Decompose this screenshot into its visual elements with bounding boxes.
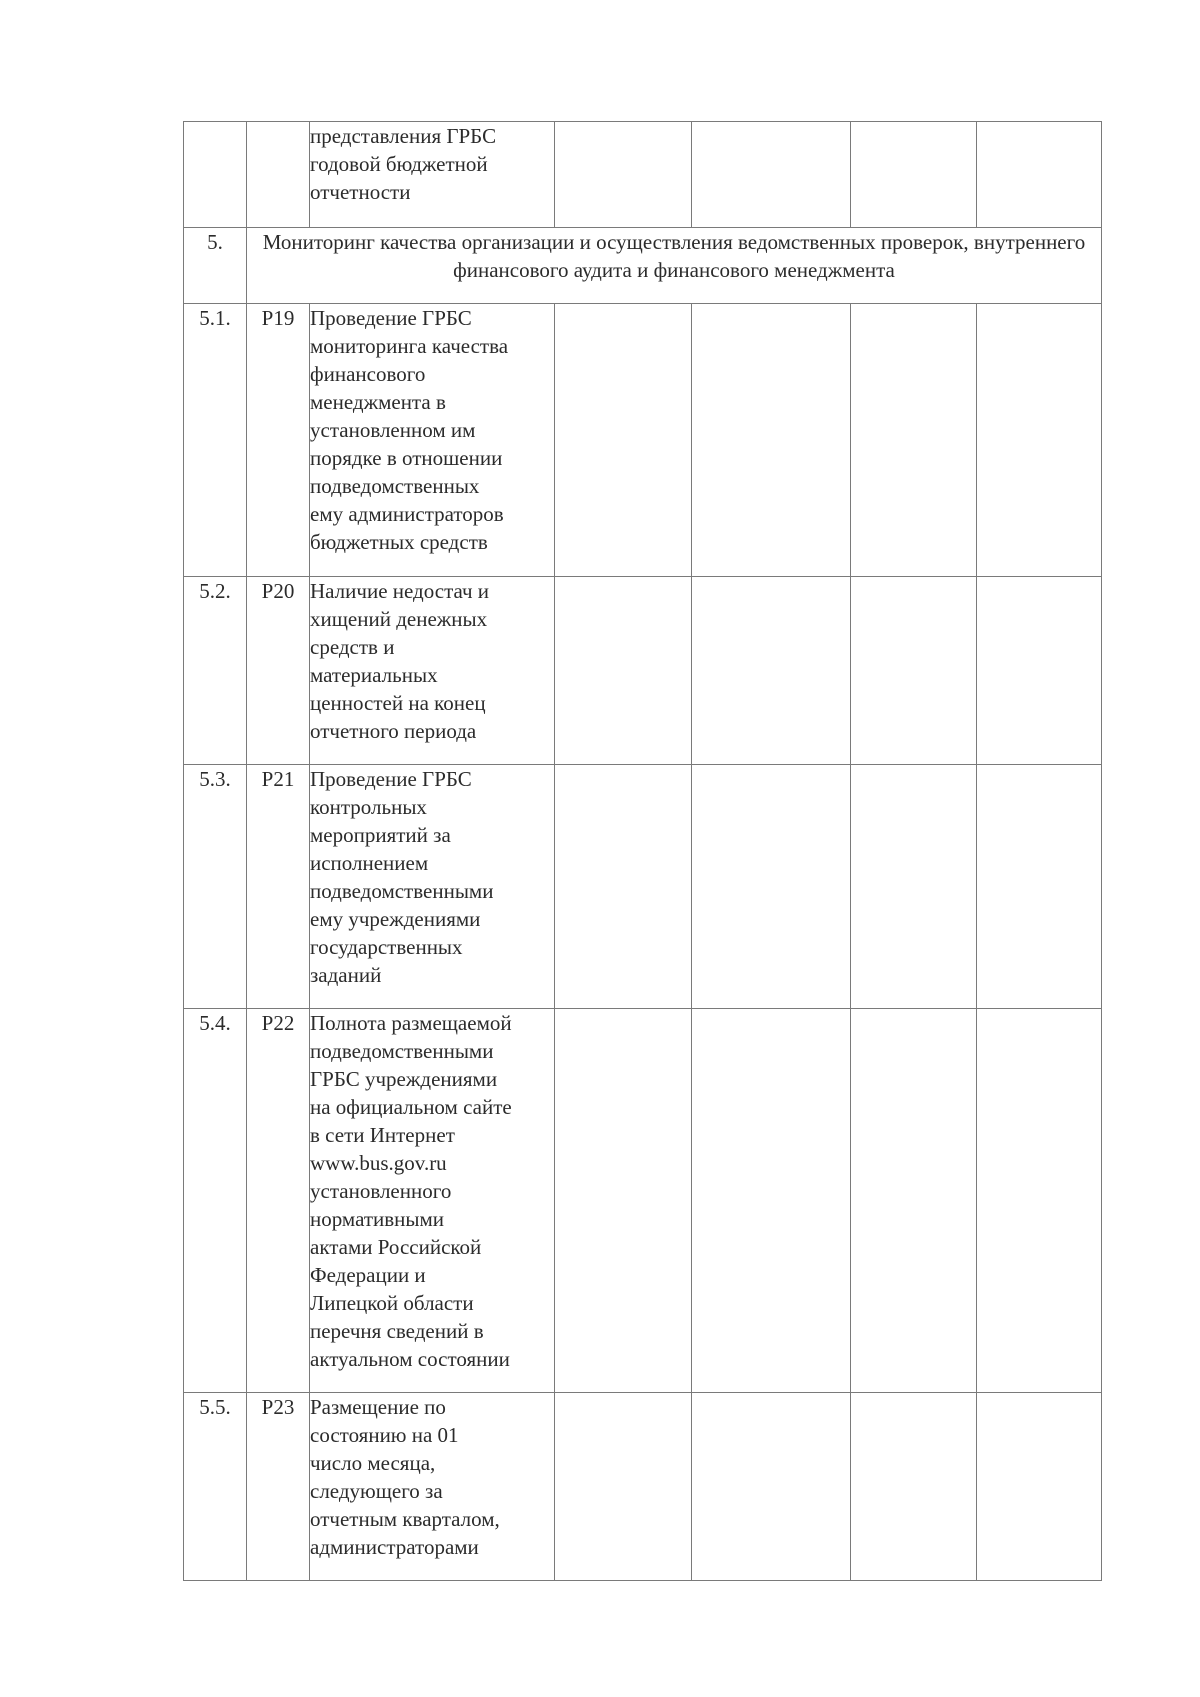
indicator-table <box>183 121 1102 1581</box>
empty-cell <box>692 1009 851 1393</box>
table-row <box>184 765 1102 1009</box>
empty-cell <box>692 122 851 228</box>
empty-cell <box>977 1393 1102 1581</box>
row-code-cell: Р19 <box>247 304 310 577</box>
row-number-cell <box>184 122 247 228</box>
row-number-cell: 5.4. <box>184 1009 247 1393</box>
row-description: Наличие недостач и хищений денежных средств и материальных ценностей на конец отчетного периода <box>310 579 490 743</box>
empty-cell <box>692 1393 851 1581</box>
table-row <box>184 577 1102 765</box>
empty-cell <box>692 765 851 1009</box>
row-description-cell <box>310 1009 555 1393</box>
row-description-cell <box>310 122 555 228</box>
empty-cell <box>555 1009 692 1393</box>
empty-cell <box>692 577 851 765</box>
empty-cell <box>977 1009 1102 1393</box>
empty-cell <box>977 577 1102 765</box>
row-code-cell: Р20 <box>247 577 310 765</box>
row-description: Проведение ГРБС мониторинга качества финансового менеджмента в установленном им порядке в отношении подведомственных ему администраторов бюджетных средств <box>310 306 509 554</box>
table-row-continuation <box>184 122 1102 228</box>
empty-cell <box>851 1009 977 1393</box>
empty-cell <box>692 304 851 577</box>
row-description-cell <box>310 1393 555 1581</box>
row-number-cell: 5.5. <box>184 1393 247 1581</box>
empty-cell <box>555 765 692 1009</box>
table-row <box>184 1009 1102 1393</box>
row-description-cell <box>310 577 555 765</box>
row-description: Проведение ГРБС контрольных мероприятий за исполнением подведомственными ему учреждениями государственных заданий <box>310 767 494 987</box>
empty-cell <box>851 765 977 1009</box>
row-code-cell: Р22 <box>247 1009 310 1393</box>
row-description: Полнота размещаемой подведомственными ГРБС учреждениями на официальном сайте в сети Интернет www.bus.gov.ru установленного нормативными актами Российской Федерации и Липецкой области перечня сведений в актуальном состоянии <box>310 1011 512 1371</box>
section-header-row <box>184 228 1102 304</box>
row-code-cell: Р21 <box>247 765 310 1009</box>
row-number-cell: 5.2. <box>184 577 247 765</box>
empty-cell <box>555 122 692 228</box>
empty-cell <box>977 304 1102 577</box>
empty-cell <box>851 304 977 577</box>
row-number-cell: 5.1. <box>184 304 247 577</box>
empty-cell <box>555 577 692 765</box>
table-row <box>184 1393 1102 1581</box>
empty-cell <box>851 577 977 765</box>
empty-cell <box>555 1393 692 1581</box>
row-code-cell: Р23 <box>247 1393 310 1581</box>
row-code-cell <box>247 122 310 228</box>
section-number: 5. <box>184 228 247 304</box>
empty-cell <box>851 122 977 228</box>
row-description: представления ГРБС годовой бюджетной отчетности <box>310 124 497 204</box>
row-description-cell <box>310 304 555 577</box>
empty-cell <box>851 1393 977 1581</box>
table-row <box>184 304 1102 577</box>
empty-cell <box>977 122 1102 228</box>
section-title: Мониторинг качества организации и осуществления ведомственных проверок, внутреннего финансового аудита и финансового менеджмента <box>247 228 1102 304</box>
row-description: Размещение по состоянию на 01 число месяца, следующего за отчетным кварталом, администраторами <box>310 1395 500 1559</box>
row-number-cell: 5.3. <box>184 765 247 1009</box>
empty-cell <box>555 304 692 577</box>
empty-cell <box>977 765 1102 1009</box>
row-description-cell <box>310 765 555 1009</box>
